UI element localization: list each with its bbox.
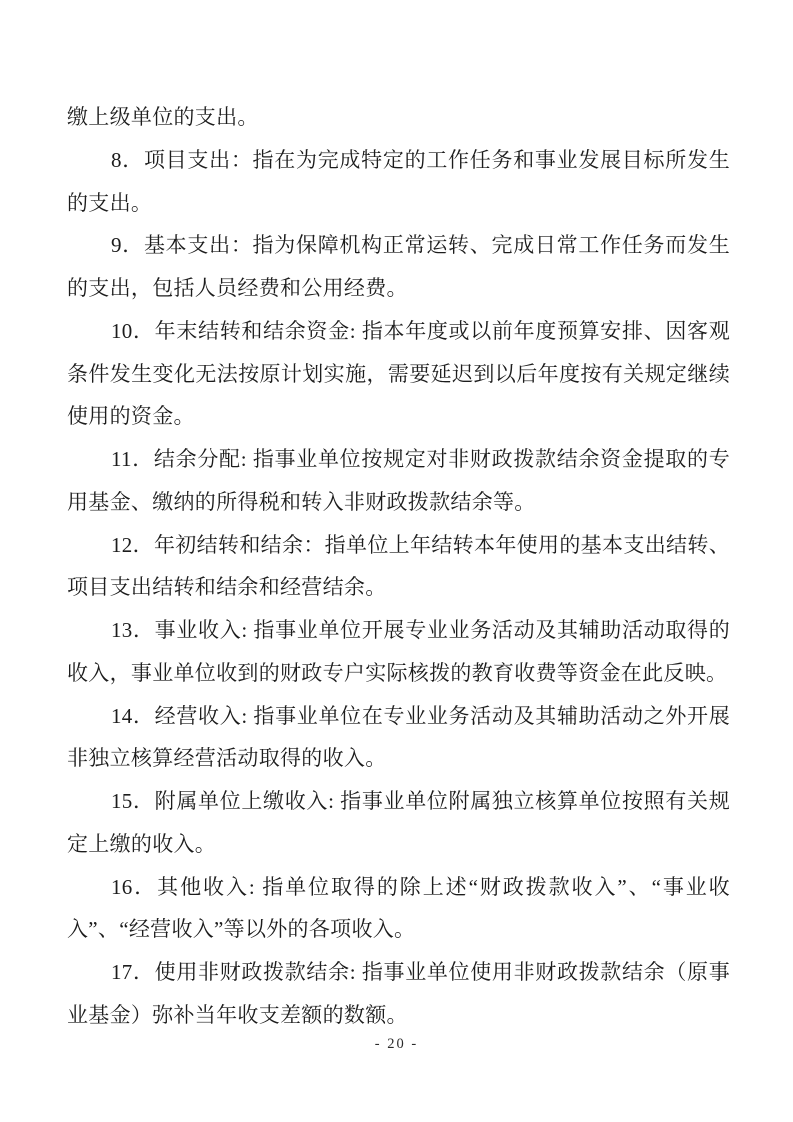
definition-item-13: 13．事业收入: 指事业单位开展专业业务活动及其辅助活动取得的收入，事业单位收到的财政专户实际核拨的教育收费等资金在此反映。: [67, 618, 730, 685]
definition-item-8: 8．项目支出：指在为完成特定的工作任务和事业发展目标所发生的支出。: [67, 147, 730, 215]
definition-item-10: 10．年末结转和结余资金: 指本年度或以前年度预算安排、因客观条件发生变化无法按原计划实施，需要延迟到以后年度按有关规定继续使用的资金。: [67, 318, 730, 429]
definition-item-12: 12．年初结转和结余：指单位上年结转本年使用的基本支出结转、项目支出结转和结余和经营结余。: [67, 532, 730, 600]
document-body: [67, 96, 730, 1037]
definition-item-9: 9．基本支出：指为保障机构正常运转、完成日常工作任务而发生的支出，包括人员经费和公用经费。: [67, 233, 730, 300]
paragraph-continuation: 缴上级单位的支出。: [67, 105, 259, 129]
definition-item-11: 11．结余分配: 指事业单位按规定对非财政拨款结余资金提取的专用基金、缴纳的所得税和转入非财政拨款结余等。: [67, 447, 730, 514]
page-number: - 20 -: [374, 1036, 419, 1052]
definition-item-17: 17．使用非财政拨款结余: 指事业单位使用非财政拨款结余（原事业基金）弥补当年收支差额的数额。: [67, 960, 730, 1027]
definition-item-15: 15．附属单位上缴收入: 指事业单位附属独立核算单位按照有关规定上缴的收入。: [67, 789, 730, 856]
definition-item-16: 16．其他收入: 指单位取得的除上述“财政拨款收入”、“事业收入”、“经营收入”等以外的各项收入。: [67, 874, 730, 942]
definition-item-14: 14．经营收入: 指事业单位在专业业务活动及其辅助活动之外开展非独立核算经营活动取得的收入。: [67, 703, 730, 771]
